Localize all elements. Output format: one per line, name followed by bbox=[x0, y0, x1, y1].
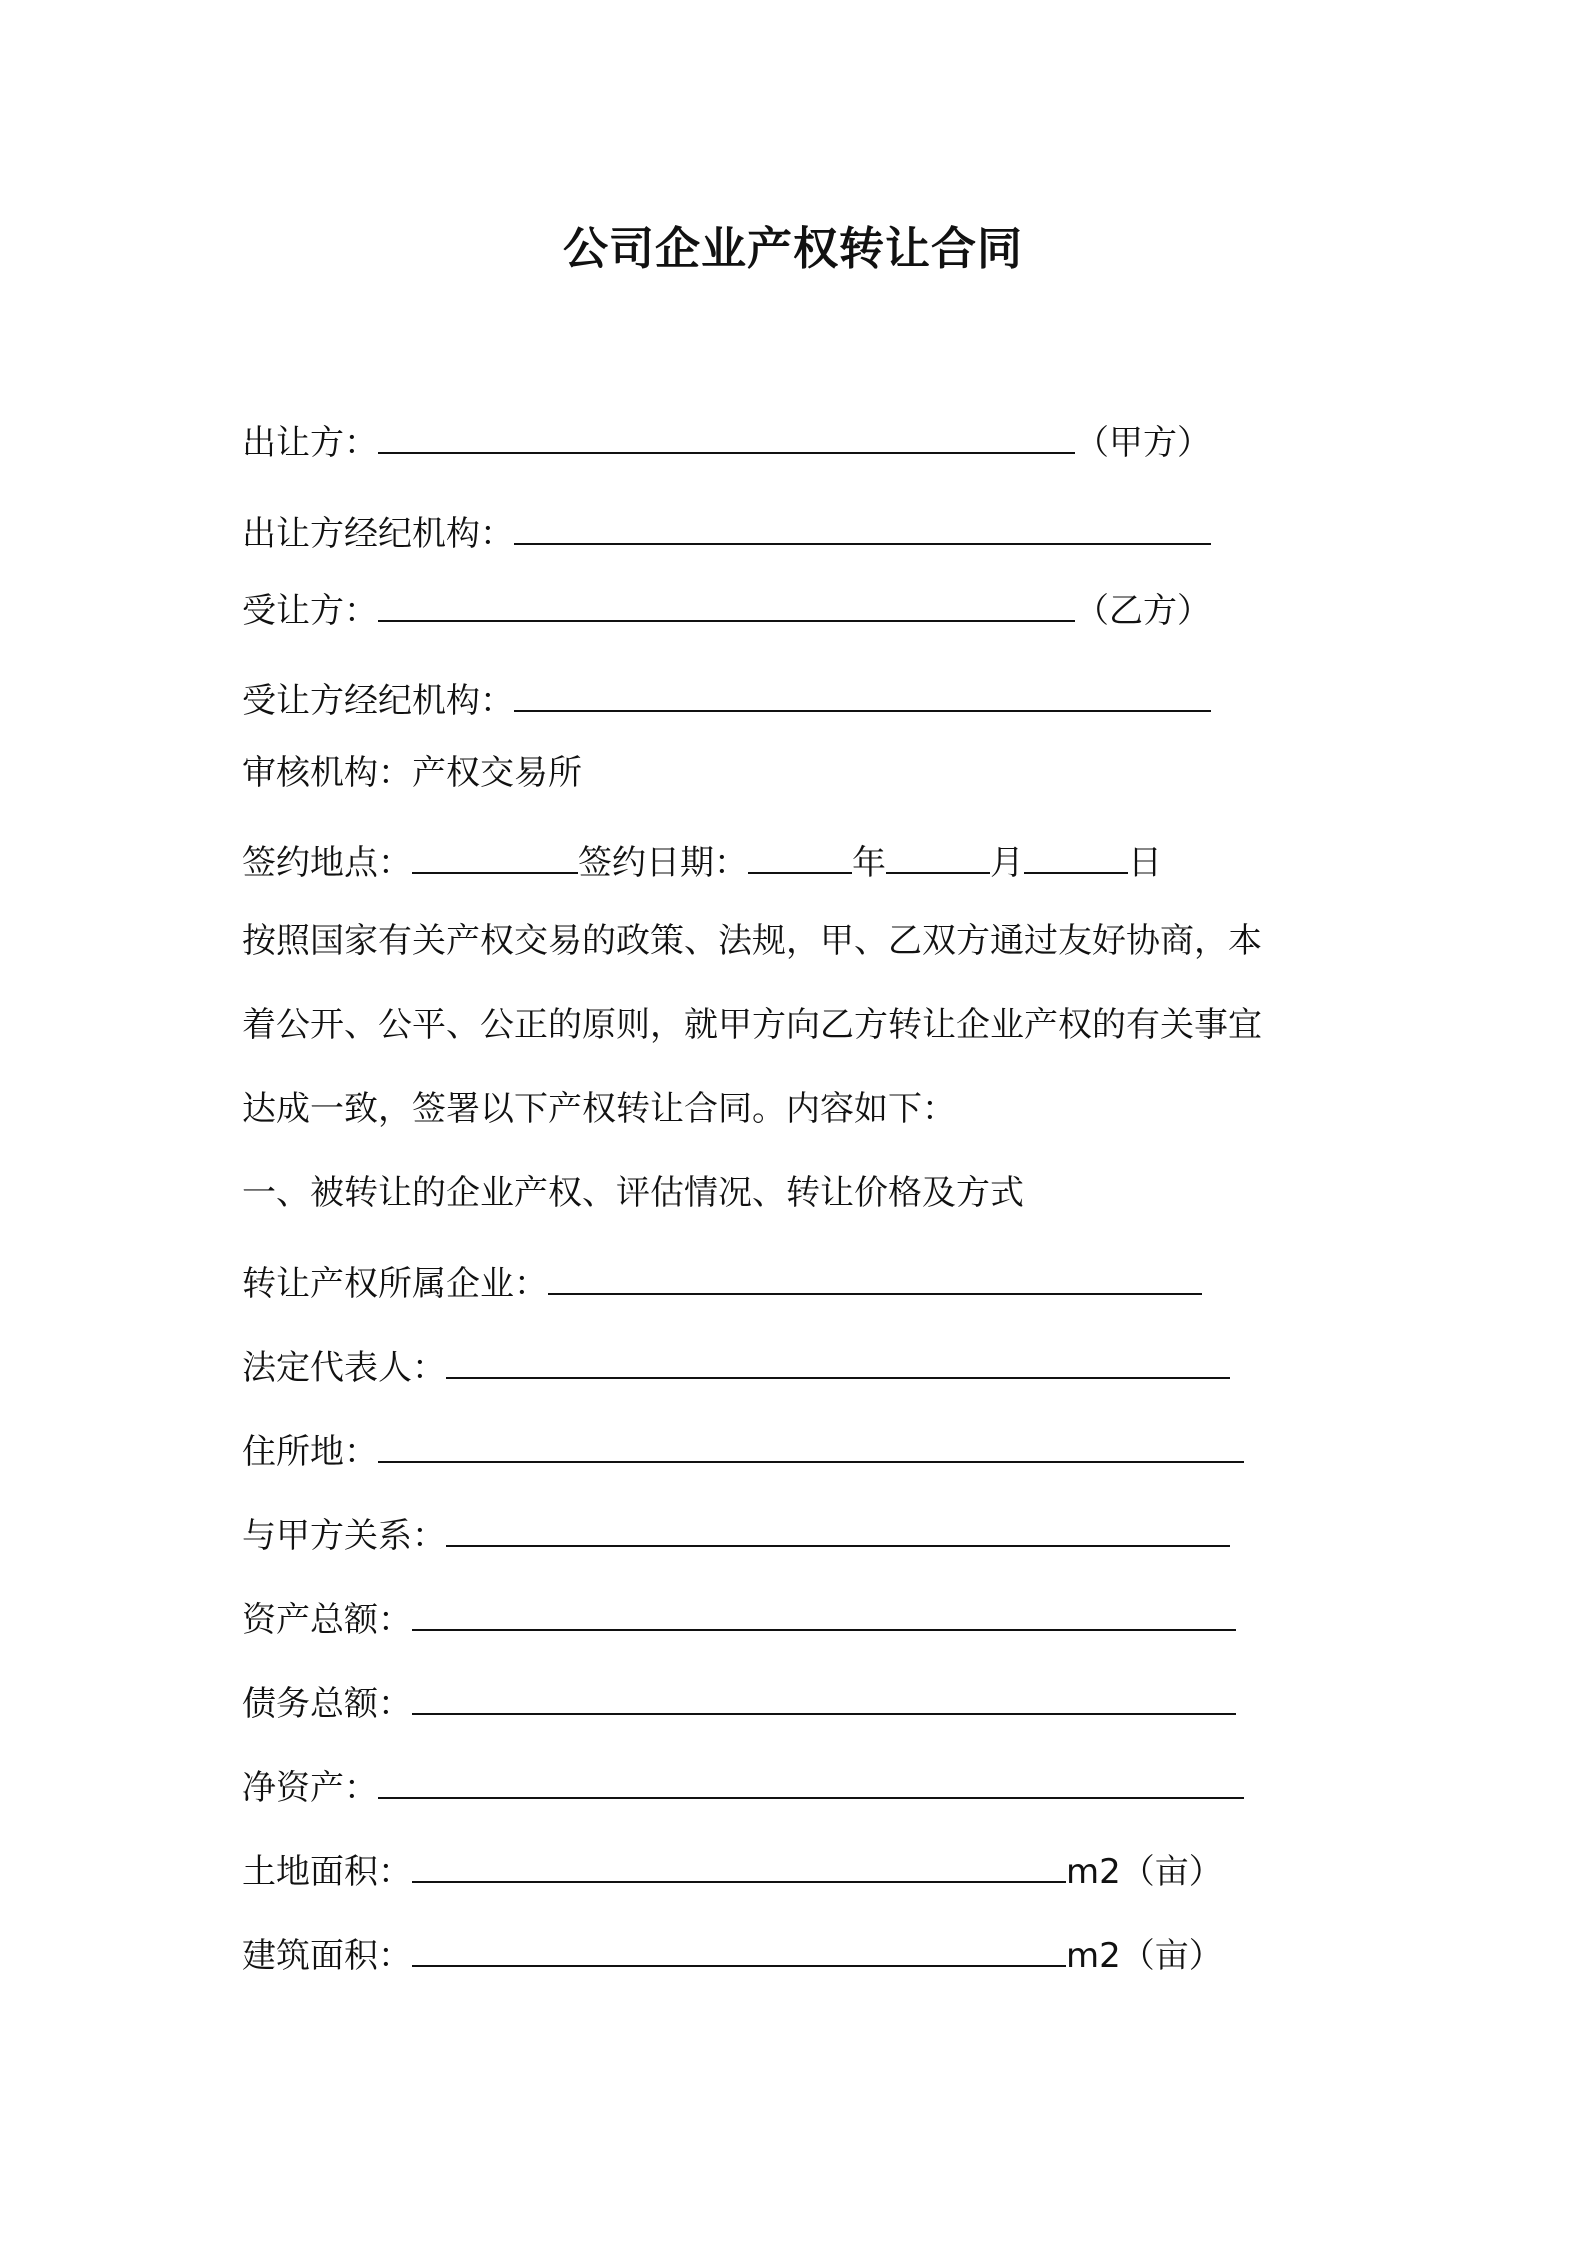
land-area-unit: m2（亩） bbox=[1066, 1852, 1223, 1892]
enterprise-line bbox=[242, 1253, 1202, 1309]
signing-place-label: 签约地点： bbox=[242, 843, 412, 883]
total-debts-line bbox=[242, 1673, 1236, 1729]
section-1-heading: 一、被转让的企业产权、评估情况、转让价格及方式 bbox=[242, 1173, 1024, 1213]
party-b-agent-label: 受让方经纪机构： bbox=[242, 681, 514, 721]
total-assets-label: 资产总额： bbox=[242, 1600, 412, 1640]
land-area-blank[interactable] bbox=[412, 1841, 1066, 1883]
party-a-blank[interactable] bbox=[378, 412, 1075, 454]
enterprise-label: 转让产权所属企业： bbox=[242, 1264, 548, 1304]
net-assets-label: 净资产： bbox=[242, 1768, 378, 1808]
party-b-suffix: （乙方） bbox=[1075, 591, 1211, 631]
review-label: 审核机构： bbox=[242, 753, 412, 793]
party-a-suffix: （甲方） bbox=[1075, 423, 1211, 463]
address-line bbox=[242, 1421, 1244, 1477]
signing-date-label: 签约日期： bbox=[578, 843, 748, 883]
document-title: 公司企业产权转让合同 bbox=[562, 222, 1023, 275]
intro-line-1: 按照国家有关产权交易的政策、法规，甲、乙双方通过友好协商，本 bbox=[242, 921, 1262, 961]
intro-line-2: 着公开、公平、公正的原则，就甲方向乙方转让企业产权的有关事宜 bbox=[242, 1005, 1262, 1045]
legal-rep-label: 法定代表人： bbox=[242, 1348, 446, 1388]
total-assets-blank[interactable] bbox=[412, 1589, 1236, 1631]
total-assets-line bbox=[242, 1589, 1236, 1645]
total-debts-label: 债务总额： bbox=[242, 1684, 412, 1724]
relation-label: 与甲方关系： bbox=[242, 1516, 446, 1556]
party-a-agent-line bbox=[242, 503, 1211, 559]
signing-month-label: 月 bbox=[990, 843, 1024, 883]
relation-line bbox=[242, 1505, 1230, 1561]
intro-line-3: 达成一致，签署以下产权转让合同。内容如下： bbox=[242, 1089, 956, 1129]
signing-year-label: 年 bbox=[852, 843, 886, 883]
review-line bbox=[242, 748, 582, 798]
signing-month-blank[interactable] bbox=[886, 832, 990, 874]
party-b-line bbox=[242, 580, 1211, 636]
party-b-agent-blank[interactable] bbox=[514, 670, 1211, 712]
relation-blank[interactable] bbox=[446, 1505, 1230, 1547]
signing-day-label: 日 bbox=[1128, 843, 1162, 883]
review-value: 产权交易所 bbox=[412, 753, 582, 793]
legal-rep-blank[interactable] bbox=[446, 1337, 1230, 1379]
building-area-blank[interactable] bbox=[412, 1925, 1066, 1967]
building-area-label: 建筑面积： bbox=[242, 1936, 412, 1976]
signing-place-blank[interactable] bbox=[412, 832, 578, 874]
address-label: 住所地： bbox=[242, 1432, 378, 1472]
net-assets-blank[interactable] bbox=[378, 1757, 1244, 1799]
party-a-agent-blank[interactable] bbox=[514, 503, 1211, 545]
party-a-label: 出让方： bbox=[242, 423, 378, 463]
signing-year-blank[interactable] bbox=[748, 832, 852, 874]
building-area-line bbox=[242, 1925, 1223, 1981]
party-b-label: 受让方： bbox=[242, 591, 378, 631]
signing-day-blank[interactable] bbox=[1024, 832, 1128, 874]
net-assets-line bbox=[242, 1757, 1244, 1813]
land-area-line bbox=[242, 1841, 1223, 1897]
building-area-unit: m2（亩） bbox=[1066, 1936, 1223, 1976]
party-b-blank[interactable] bbox=[378, 580, 1075, 622]
land-area-label: 土地面积： bbox=[242, 1852, 412, 1892]
party-a-agent-label: 出让方经纪机构： bbox=[242, 514, 514, 554]
legal-rep-line bbox=[242, 1337, 1230, 1393]
enterprise-blank[interactable] bbox=[548, 1253, 1202, 1295]
party-b-agent-line bbox=[242, 670, 1211, 726]
total-debts-blank[interactable] bbox=[412, 1673, 1236, 1715]
address-blank[interactable] bbox=[378, 1421, 1244, 1463]
party-a-line bbox=[242, 412, 1211, 468]
signing-line bbox=[242, 832, 1162, 888]
